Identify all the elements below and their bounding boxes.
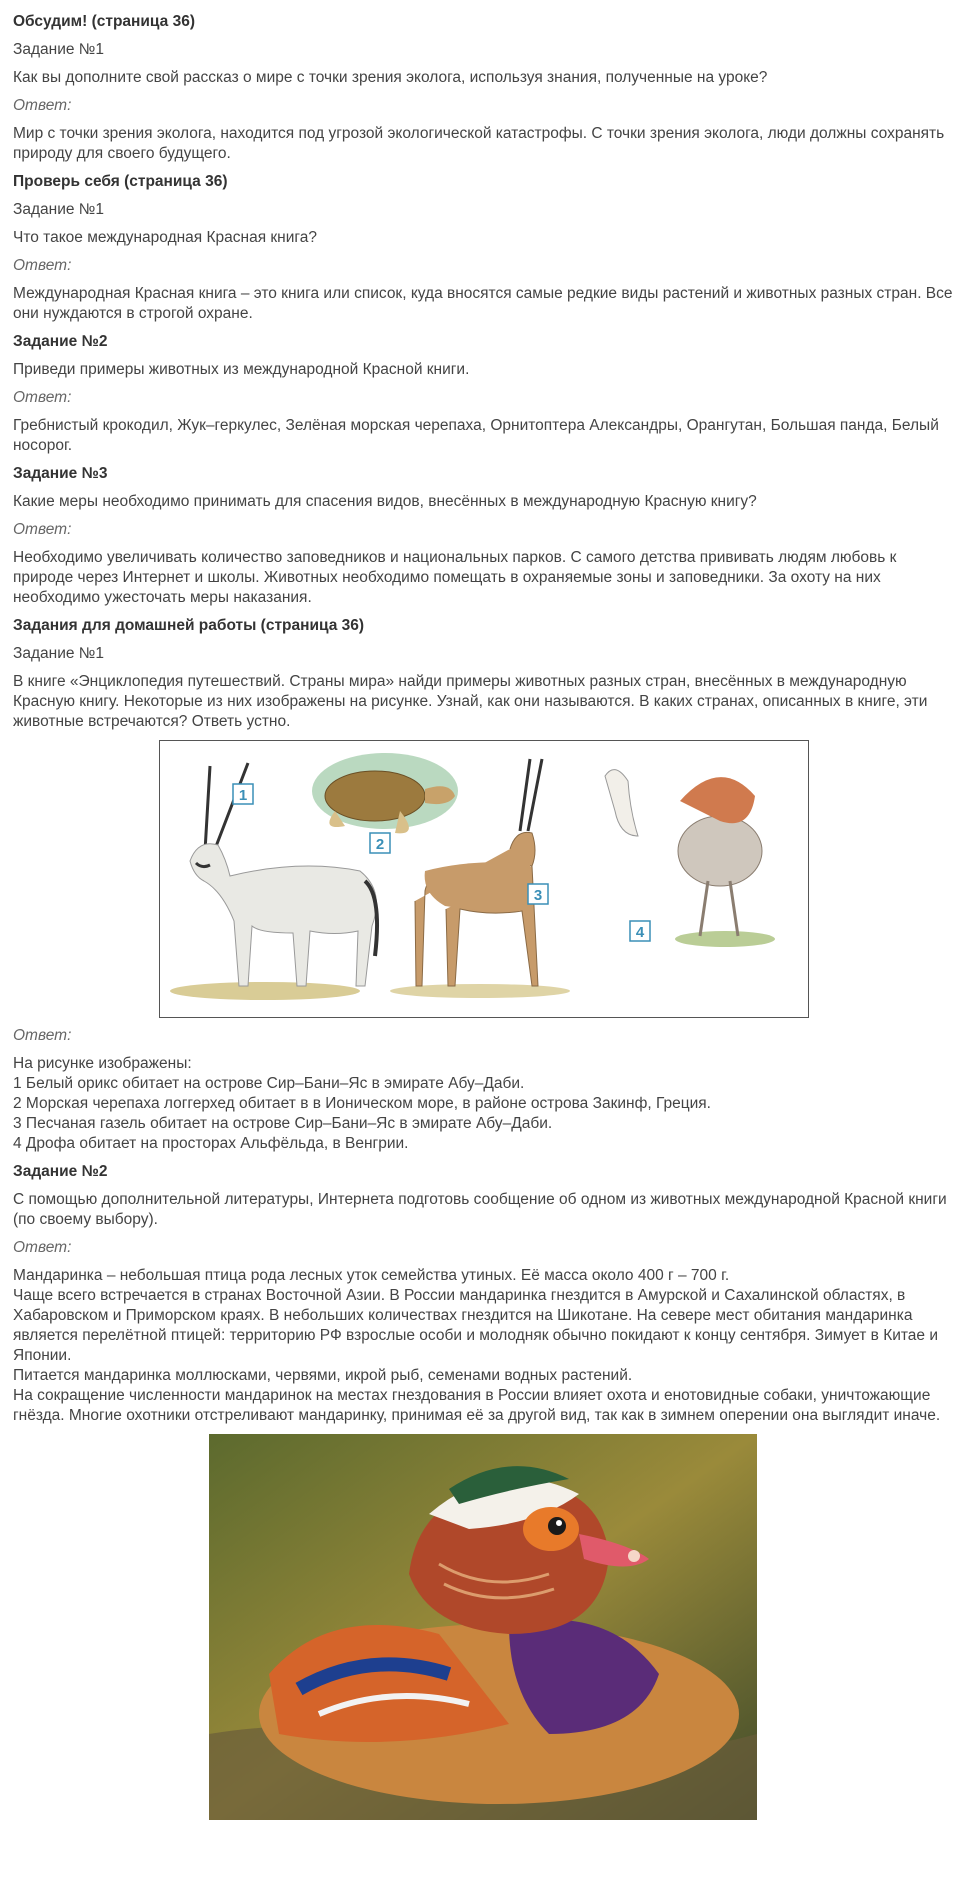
section-heading-check: Проверь себя (страница 36)	[13, 173, 228, 190]
section-heading-discuss: Обсудим! (страница 36)	[13, 13, 195, 30]
task-title: Задание №3	[13, 465, 108, 482]
answer-line: 1 Белый орикс обитает на острове Сир–Бани–Яс в эмирате Абу–Даби.	[13, 1075, 525, 1092]
answer-line: Мандаринка – небольшая птица рода лесных уток семейства утиных. Её масса около 400 г – 700 г.	[13, 1267, 730, 1284]
task-title: Задание №1	[13, 41, 105, 58]
answer-label: Ответ:	[13, 257, 72, 274]
question-text: Какие меры необходимо принимать для спасения видов, внесённых в международную Красную книгу?	[13, 493, 757, 510]
section-heading-homework: Задания для домашней работы (страница 36)	[13, 617, 365, 634]
turtle-drawing	[312, 753, 458, 833]
answer-label: Ответ:	[13, 97, 72, 114]
bustard-drawing	[605, 770, 762, 936]
animals-illustration	[160, 741, 808, 1017]
answer-text: Необходимо увеличивать количество заповедников и национальных парков. С самого детства прививать людям любовь к природе через Интернет и школы. Животных необходимо помещать в охраняемые зоны и заповедники. За охоту на них необходимо ужесточать меры наказания.	[13, 549, 897, 606]
answer-line: На сокращение численности мандаринок на местах гнездования в России влияет охота и енотовидные собаки, уничтожающие гнёзда. Многие охотники отстреливают мандаринку, принимая её за другой вид, так как в зимнем оперении она выглядит иначе.	[13, 1387, 941, 1424]
task-title: Задание №2	[13, 333, 108, 350]
mandarin-duck-photo	[209, 1434, 757, 1820]
question-text: В книге «Энциклопедия путешествий. Страны мира» найди примеры животных разных стран, внесённых в международную Красную книгу. Некоторые из них изображены на рисунке. Узнай, как они называются. В каких странах, описанных в книге, эти животные встречаются? Ответь устно.	[13, 673, 928, 730]
answer-text: Гребнистый крокодил, Жук–геркулес, Зелёная морская черепаха, Орнитоптера Александры, Орангутан, Большая панда, Белый носорог.	[13, 417, 939, 454]
figure-label-2: 2	[375, 836, 385, 853]
figure-label-3: 3	[533, 887, 543, 904]
answer-label: Ответ:	[13, 1239, 72, 1256]
mandarin-duck-illustration	[209, 1434, 757, 1820]
figure-label-1: 1	[238, 787, 248, 804]
answer-line: 3 Песчаная газель обитает на острове Сир–Бани–Яс в эмирате Абу–Даби.	[13, 1115, 553, 1132]
answer-text: Мир с точки зрения эколога, находится под угрозой экологической катастрофы. С точки зрения эколога, люди должны сохранять природу для своего будущего.	[13, 125, 945, 162]
answer-label: Ответ:	[13, 1027, 72, 1044]
answer-line: Чаще всего встречается в странах Восточной Азии. В России мандаринка гнездится в Амурской и Сахалинской областях, в Хабаровском и Приморском краях. В небольших количествах гнездится на Шикотане. На севере мест обитания мандаринка является перелётной птицей: территорию РФ взрослые особи и молодняк обычно покидают к концу сентября. Зимует в Китае и Японии.	[13, 1287, 939, 1364]
answer-line: На рисунке изображены:	[13, 1055, 192, 1072]
question-text: Как вы дополните свой рассказ о мире с точки зрения эколога, используя знания, полученные на уроке?	[13, 69, 768, 86]
figure-label-4: 4	[635, 924, 645, 941]
answer-label: Ответ:	[13, 521, 72, 538]
question-text: С помощью дополнительной литературы, Интернета подготовь сообщение об одном из животных международной Красной книги (по своему выбору).	[13, 1191, 947, 1228]
answer-line: 4 Дрофа обитает на просторах Альфёльда, в Венгрии.	[13, 1135, 409, 1152]
answer-line: Питается мандаринка моллюсками, червями, икрой рыб, семенами водных растений.	[13, 1367, 633, 1384]
question-text: Приведи примеры животных из международной Красной книги.	[13, 361, 470, 378]
answer-text	[13, 1266, 953, 1426]
answer-line: 2 Морская черепаха логгерхед обитает в в Ионическом море, в районе острова Закинф, Греция.	[13, 1095, 711, 1112]
animals-figure	[159, 740, 809, 1018]
answer-label: Ответ:	[13, 389, 72, 406]
answer-text: Международная Красная книга – это книга или список, куда вносятся самые редкие виды растений и животных разных стран. Все они нуждаются в строгой охране.	[13, 285, 953, 322]
question-text: Что такое международная Красная книга?	[13, 229, 317, 246]
task-title: Задание №1	[13, 645, 105, 662]
answer-text	[13, 1054, 953, 1154]
task-title: Задание №1	[13, 201, 105, 218]
task-title: Задание №2	[13, 1163, 108, 1180]
